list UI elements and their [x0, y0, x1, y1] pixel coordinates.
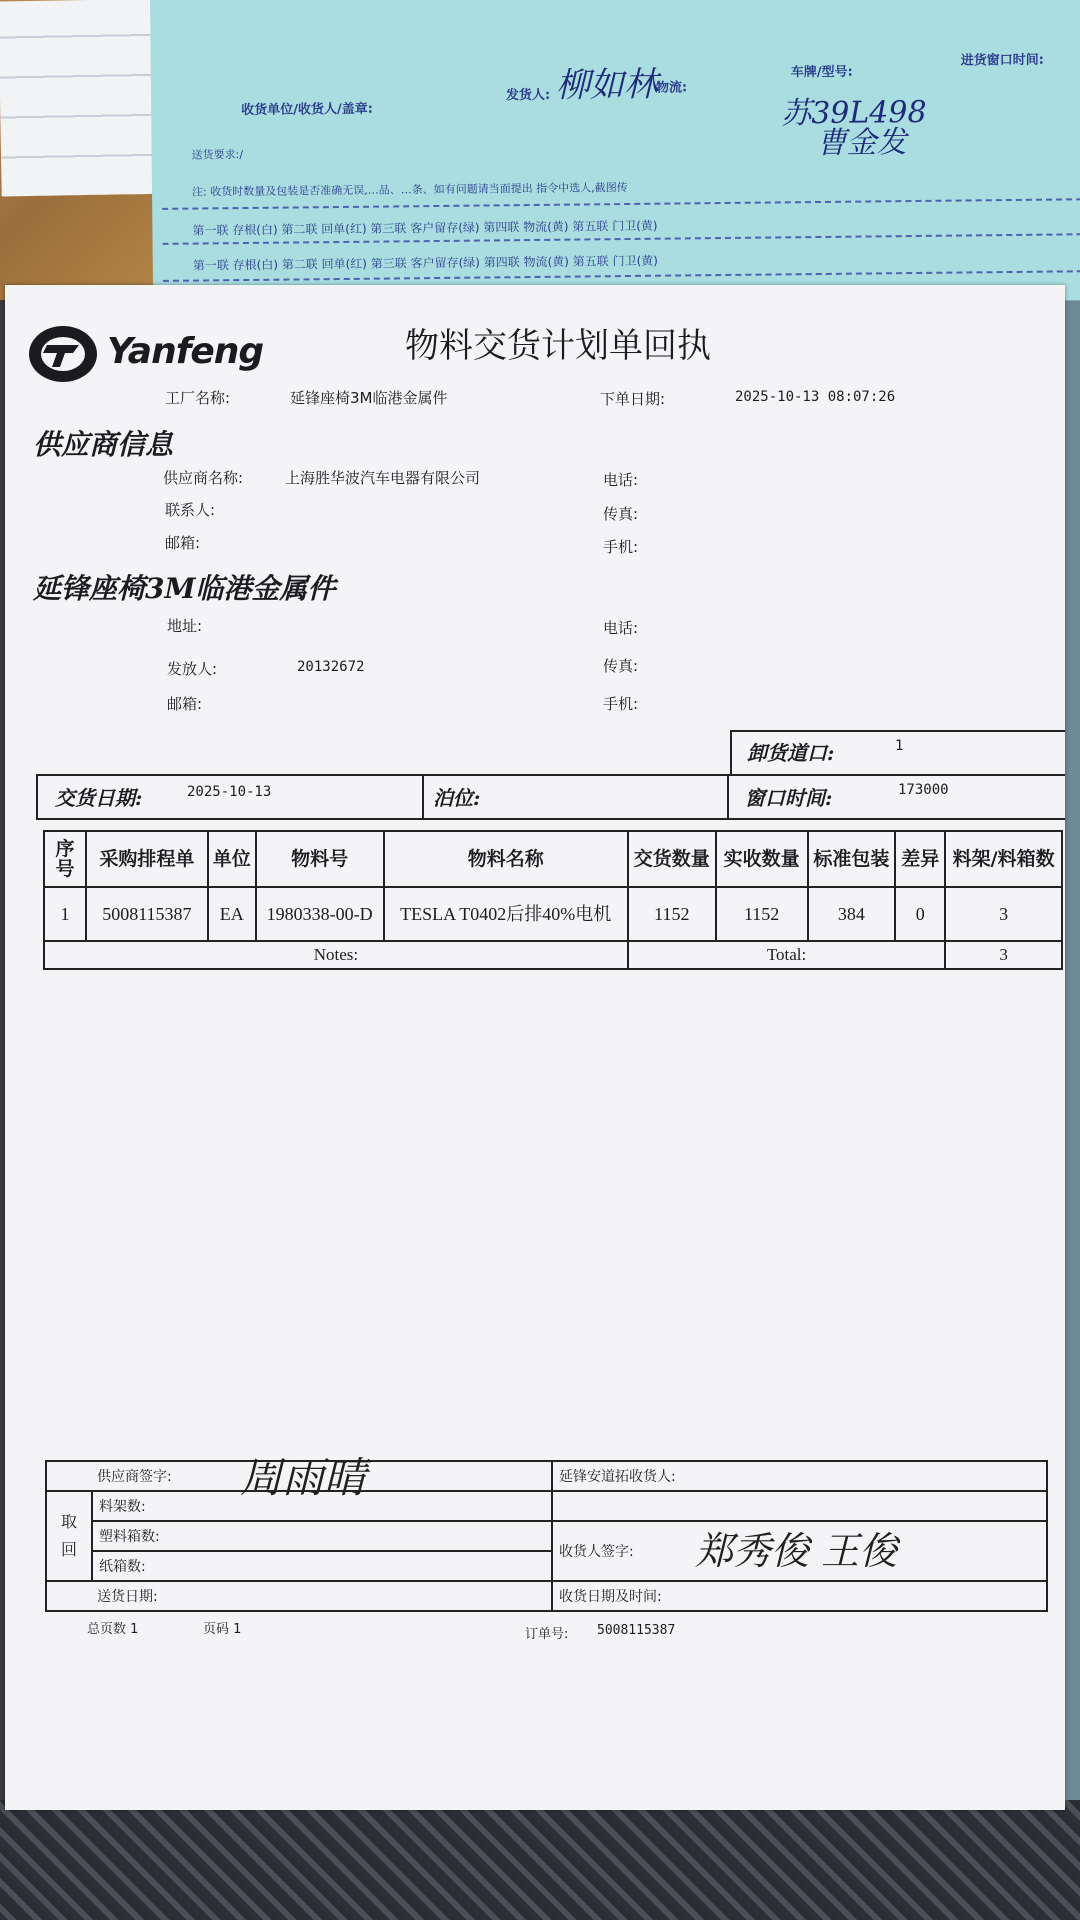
col-header-rack-box: 料架/料箱数	[945, 831, 1062, 887]
fabric-background	[0, 1800, 1080, 1920]
receiver-sign-label: 收货人签字:	[552, 1521, 1047, 1581]
yanfeng-logo-icon	[27, 323, 99, 385]
delivery-date-label: 送货日期:	[46, 1581, 552, 1611]
delivery-date-label: 交货日期:	[55, 786, 143, 810]
teal-delivery-slip	[150, 0, 1080, 310]
order-no-value: 5008115387	[597, 1623, 676, 1638]
supplier-email-label: 邮箱:	[165, 534, 201, 552]
delivery-receipt-paper	[5, 285, 1065, 1810]
col-header-unit: 单位	[208, 831, 256, 887]
cell-diff: 0	[895, 887, 945, 941]
total-pages: 总页数 1	[87, 1622, 139, 1637]
cell-unit: EA	[208, 887, 256, 941]
notice-line: 注: 收货时数量及包装是否准确无误,…品、…条、如有问题请当面提出 指令中选人,截图传	[191, 181, 628, 199]
plastic-box-label: 塑料箱数:	[92, 1521, 552, 1551]
col-header-schedule: 采购排程单	[86, 831, 208, 887]
driver-handwriting: 曹金发	[816, 125, 907, 162]
cell-part-no: 1980338-00-D	[256, 887, 384, 941]
cell-seq: 1	[44, 887, 86, 941]
receiver-signature: 郑秀俊 王俊	[695, 1529, 898, 1573]
supplier-name-value: 上海胜华波汽车电器有限公司	[285, 469, 481, 487]
customer-mobile-label: 手机:	[603, 695, 639, 713]
page-number: 页码 1	[203, 1622, 242, 1637]
customer-section-title: 延锋座椅3M临港金属件	[33, 572, 336, 605]
yanfeng-logo	[27, 323, 267, 393]
col-header-part-no: 物料号	[256, 831, 384, 887]
total-label: Total:	[628, 941, 945, 969]
plate-label: 车牌/型号:	[790, 64, 853, 81]
issuer-label: 发放人:	[167, 660, 218, 678]
notes-line: 送货要求:/	[191, 148, 244, 162]
items-header-row	[44, 831, 1062, 887]
carton-label: 纸箱数:	[92, 1551, 552, 1581]
receiver-label: 收货单位/收货人/盖章:	[241, 101, 373, 119]
total-value: 3	[945, 941, 1062, 969]
supplier-phone-label: 电话:	[603, 471, 639, 489]
supplier-fax-label: 传真:	[603, 505, 639, 523]
window-time-label: 窗口时间:	[745, 786, 833, 810]
supplier-section-title: 供应商信息	[33, 428, 174, 461]
copies-line-2: 第一联 存根(白) 第二联 回单(红) 第三联 客户留存(绿) 第四联 物流(黄) 第五联 门卫(黄)	[192, 253, 658, 273]
customer-fax-label: 传真:	[603, 657, 639, 675]
customer-address-label: 地址:	[167, 617, 203, 635]
logo-wordmark: Yanfeng	[107, 331, 264, 372]
window-time-label: 进货窗口时间:	[960, 52, 1044, 69]
receive-time-label: 收货日期及时间:	[552, 1581, 1047, 1611]
blank-cell	[552, 1491, 1047, 1521]
customer-email-label: 邮箱:	[167, 695, 203, 713]
receiver-label: 延锋安道拓收货人:	[552, 1461, 1047, 1491]
order-no-label: 订单号:	[525, 1627, 569, 1642]
dashed-divider	[162, 198, 1080, 210]
plate-handwriting: 苏39L498	[781, 94, 927, 132]
supplier-name-label: 供应商名称:	[163, 469, 244, 487]
col-header-part-name: 物料名称	[384, 831, 628, 887]
col-header-std-pack: 标准包装	[808, 831, 896, 887]
col-header-received-qty: 实收数量	[716, 831, 808, 887]
window-time-value: 173000	[898, 782, 949, 798]
cell-delivery-qty: 1152	[628, 887, 716, 941]
supplier-contact-label: 联系人:	[165, 501, 216, 519]
col-header-delivery-qty: 交货数量	[628, 831, 716, 887]
signoff-table	[45, 1460, 1048, 1612]
order-date-value: 2025-10-13 08:07:26	[735, 389, 896, 405]
table-row	[44, 887, 1062, 941]
cell-part-name: TESLA T0402后排40%电机	[384, 887, 628, 941]
berth-label: 泊位:	[433, 786, 481, 810]
logistics-label: 物流:	[655, 80, 688, 96]
copies-line-1: 第一联 存根(白) 第二联 回单(红) 第三联 客户留存(绿) 第四联 物流(黄) 第五联 门卫(黄)	[192, 218, 658, 238]
rack-count-label: 料架数:	[92, 1491, 552, 1521]
cell-received-qty: 1152	[716, 887, 808, 941]
document-title: 物料交货计划单回执	[405, 326, 711, 366]
supplier-sign-label: 供应商签字:	[46, 1461, 552, 1491]
shipper-label: 发货人:	[505, 87, 551, 104]
cell-schedule: 5008115387	[86, 887, 208, 941]
plant-value: 延锋座椅3M临港金属件	[290, 389, 448, 407]
issuer-value: 20132672	[297, 659, 365, 675]
dock-label: 卸货道口:	[747, 741, 835, 765]
shipper-signature: 柳如林	[555, 64, 659, 106]
col-header-diff: 差异	[895, 831, 945, 887]
notes-label: Notes:	[44, 941, 628, 969]
totals-row	[44, 941, 1062, 969]
supplier-signature: 周雨晴	[240, 1453, 367, 1502]
col-header-seq: 序号	[44, 831, 86, 887]
order-date-label: 下单日期:	[600, 390, 666, 408]
plant-label: 工厂名称:	[165, 389, 231, 407]
cell-rack-box: 3	[945, 887, 1062, 941]
dock-value: 1	[895, 738, 904, 754]
supplier-mobile-label: 手机:	[603, 538, 639, 556]
cell-std-pack: 384	[808, 887, 896, 941]
customer-phone-label: 电话:	[603, 619, 639, 637]
items-table	[43, 830, 1063, 970]
delivery-date-value: 2025-10-13	[187, 784, 272, 800]
return-label: 取回	[46, 1491, 92, 1581]
